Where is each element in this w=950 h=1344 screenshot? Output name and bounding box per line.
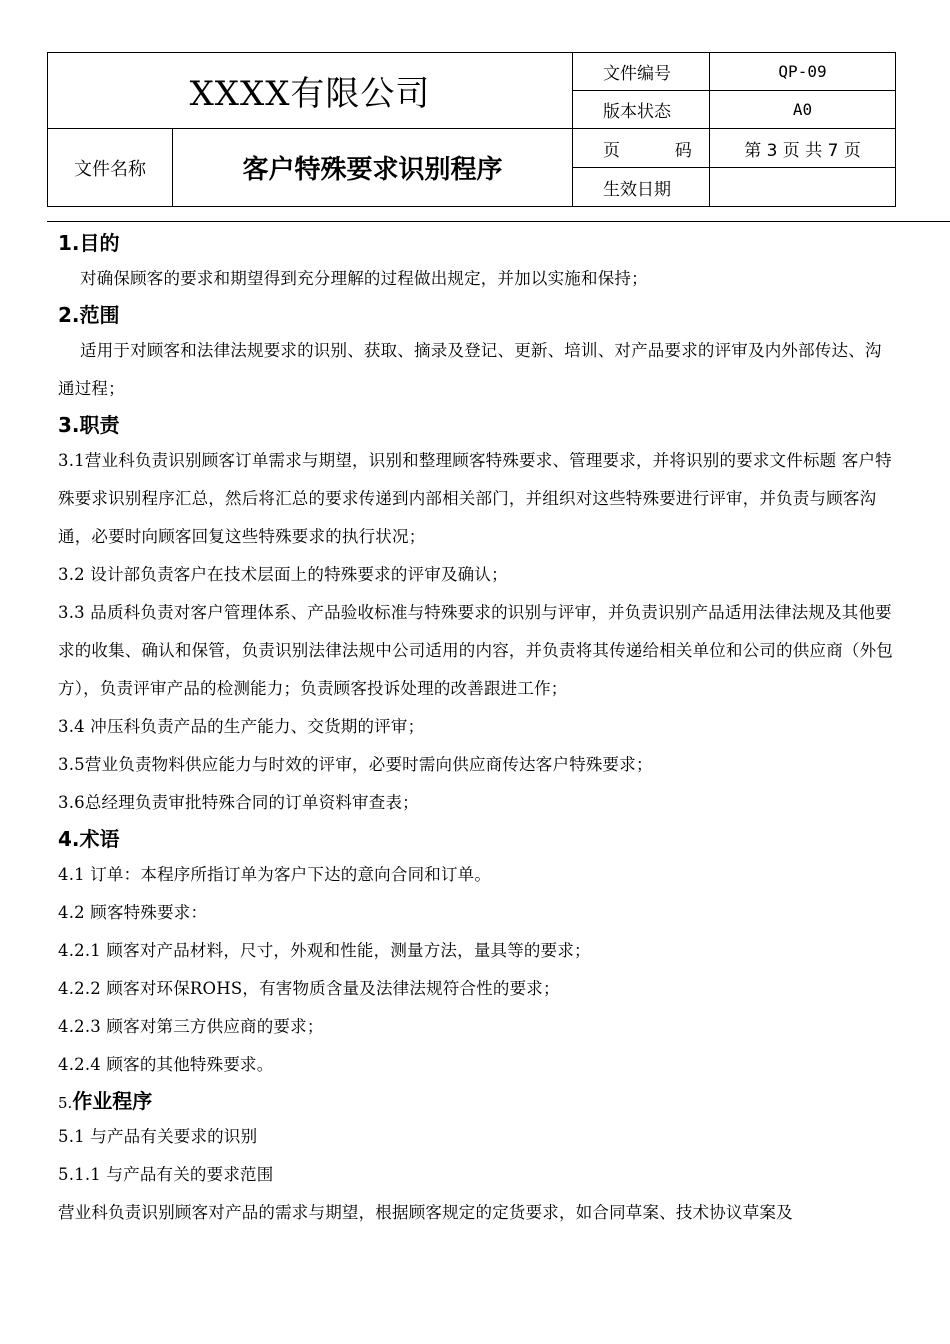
doc-no-value: QP-09 xyxy=(710,53,896,91)
section-4-2-1: 4.2.1 顾客对产品材料，尺寸，外观和性能，测量方法，量具等的要求； xyxy=(58,941,591,960)
section-4-2-3: 4.2.3 顾客对第三方供应商的要求； xyxy=(58,1017,324,1036)
section-3-title: 3.职责 xyxy=(58,413,120,437)
section-4-2-2: 4.2.2 顾客对环保ROHS，有害物质含量及法律法规符合性的要求； xyxy=(58,979,560,998)
section-2-text: 适用于对顾客和法律法规要求的识别、获取、摘录及登记、更新、培训、对产品要求的评审及内外部传达、沟通过程； xyxy=(58,341,882,398)
version-value: A0 xyxy=(710,91,896,129)
section-5-1-1: 5.1.1 与产品有关的要求范围 xyxy=(58,1165,274,1184)
doc-title: 客户特殊要求识别程序 xyxy=(173,129,573,207)
section-4-1: 4.1 订单：本程序所指订单为客户下达的意向合同和订单。 xyxy=(58,865,492,884)
section-3-3: 3.3 品质科负责对客户管理体系、产品验收标准与特殊要求的识别与评审，并负责识别产品适用法律法规及其他要求的收集、确认和保管，负责识别法律法规中公司适用的内容，并负责将其传递给相关单位和公司的供应商（外包方），负责评审产品的检测能力；负责顾客投诉处理的改善跟进工作； xyxy=(58,603,893,698)
section-3-1: 3.1营业科负责识别顾客订单需求与期望，识别和整理顾客特殊要求、管理要求，并将识别的要求文件标题 客户特殊要求识别程序汇总，然后将汇总的要求传递到内部相关部门，并组织对这些特殊要进行评审，并负责与顾客沟通，必要时向顾客回复这些特殊要求的执行状况； xyxy=(58,451,892,546)
section-5-text: 营业科负责识别顾客对产品的需求与期望，根据顾客规定的定货要求，如合同草案、技术协议草案及 xyxy=(58,1203,793,1222)
page-label-a: 页 xyxy=(603,140,621,161)
section-3-2: 3.2 设计部负责客户在技术层面上的特殊要求的评审及确认； xyxy=(58,565,508,584)
section-5-1: 5.1 与产品有关要求的识别 xyxy=(58,1127,258,1146)
page-label xyxy=(573,129,710,168)
section-3-6: 3.6总经理负责审批特殊合同的订单资料审查表； xyxy=(58,793,419,812)
effective-date-value xyxy=(710,168,896,207)
document-body xyxy=(58,226,898,1232)
section-5-title: 作业程序 xyxy=(72,1089,153,1113)
effective-date-label: 生效日期 xyxy=(573,168,710,207)
section-4-title: 4.术语 xyxy=(58,827,120,851)
doc-no-label: 文件编号 xyxy=(573,53,710,91)
section-3-4: 3.4 冲压科负责产品的生产能力、交货期的评审； xyxy=(58,717,425,736)
doc-name-label: 文件名称 xyxy=(48,129,173,207)
header-divider xyxy=(47,221,950,222)
version-label: 版本状态 xyxy=(573,91,710,129)
page-label-b: 码 xyxy=(674,140,692,161)
section-4-2-4: 4.2.4 顾客的其他特殊要求。 xyxy=(58,1055,274,1074)
section-5-number: 5. xyxy=(58,1094,73,1112)
section-3-5: 3.5营业负责物料供应能力与时效的评审，必要时需向供应商传达客户特殊要求； xyxy=(58,755,653,774)
company-name: XXXX有限公司 xyxy=(48,53,573,129)
section-1-text: 对确保顾客的要求和期望得到充分理解的过程做出规定，并加以实施和保持； xyxy=(80,269,648,288)
section-5-heading xyxy=(58,1084,898,1118)
section-4-2: 4.2 顾客特殊要求： xyxy=(58,903,208,922)
section-1-title: 1.目的 xyxy=(58,231,120,255)
page-value: 第 3 页 共 7 页 xyxy=(710,129,896,168)
document-header-table xyxy=(47,52,896,207)
section-2-title: 2.范围 xyxy=(58,303,120,327)
